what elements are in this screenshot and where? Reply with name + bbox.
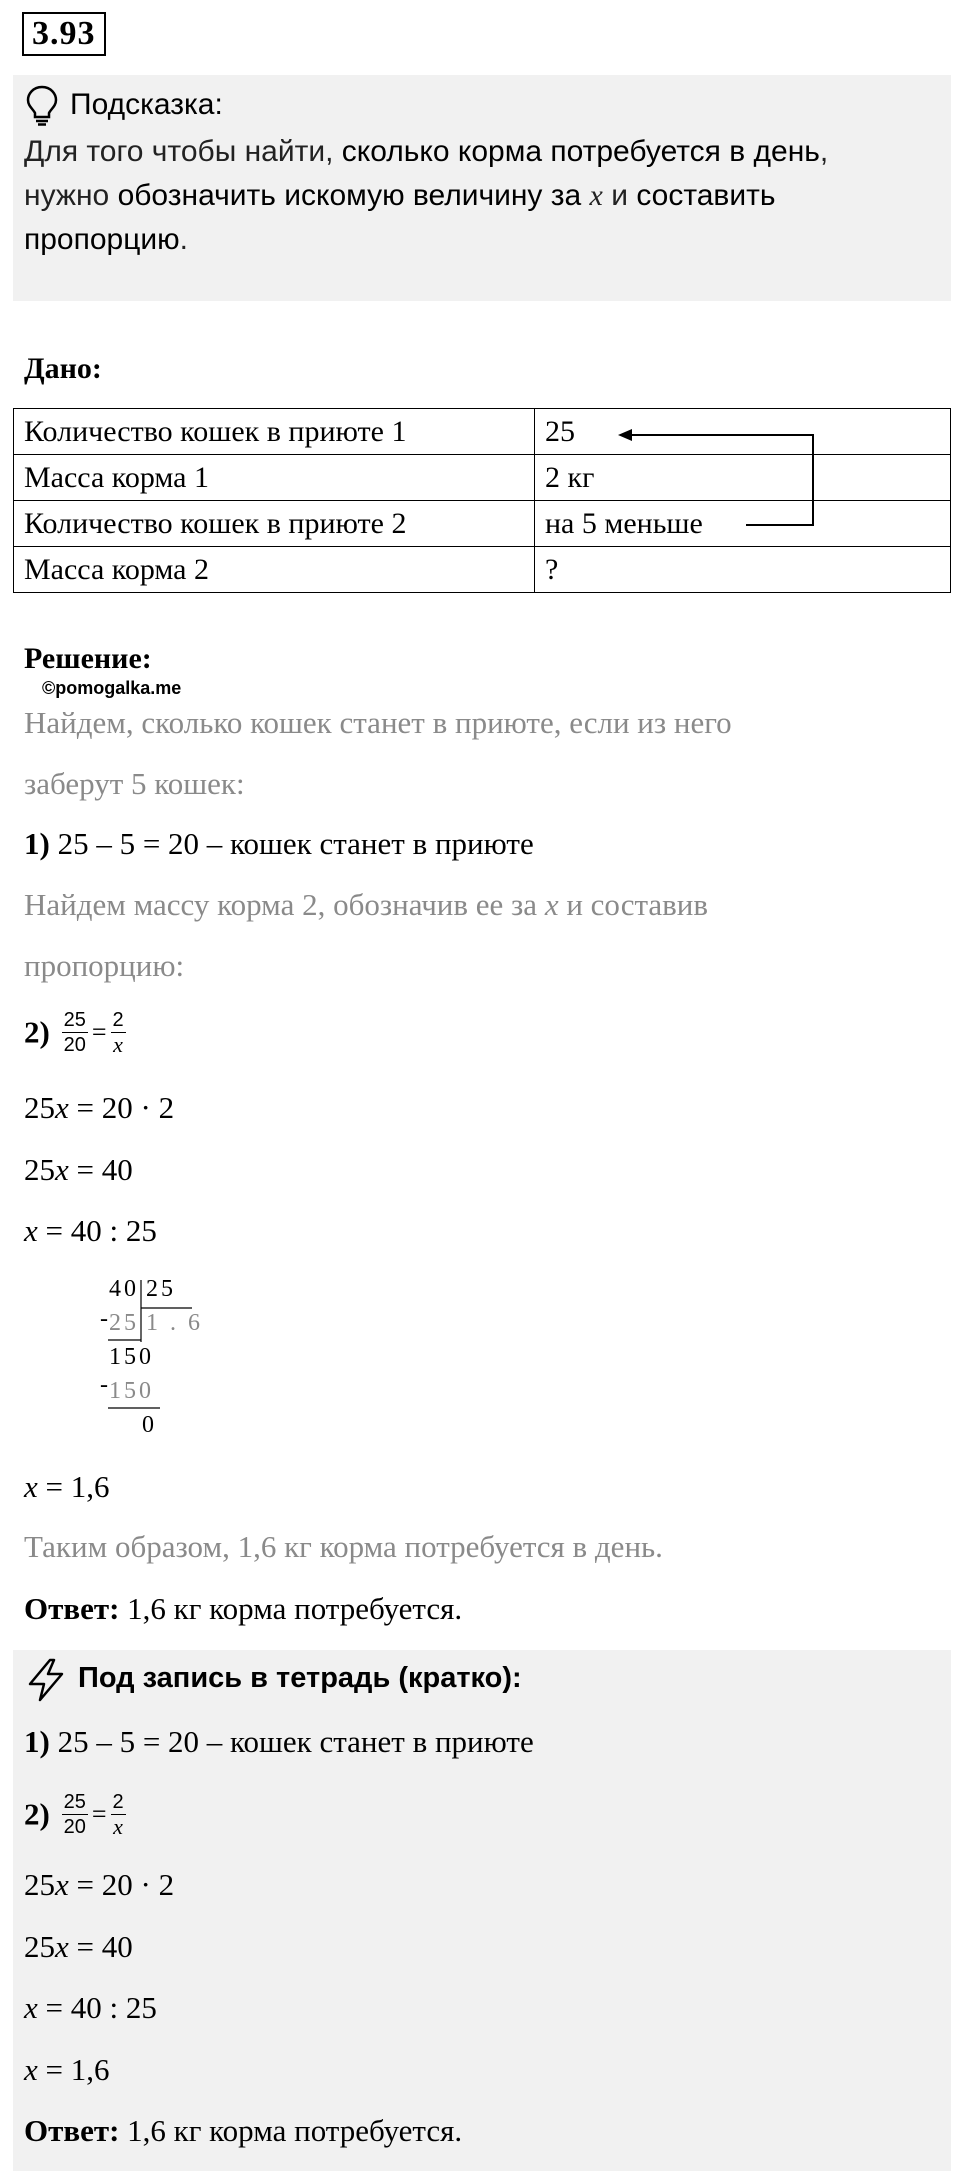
notebook-title: Под запись в тетрадь (кратко): — [78, 1662, 522, 1694]
notebook-equation-1: 25x = 20 · 2 — [24, 1867, 175, 1902]
reference-arrow-icon — [610, 420, 830, 540]
table-cell-value: на 5 меньше — [535, 501, 951, 547]
fraction: $\frac{2}{x}$ — [112, 1791, 124, 1839]
fraction: $\frac{25}{20}$ — [63, 1791, 86, 1838]
equation-1: 25x = 20 · 2 — [24, 1090, 175, 1125]
hint-variable: x — [589, 179, 603, 212]
table-row — [14, 547, 951, 593]
watermark: ©pomogalka.me — [42, 678, 182, 698]
fraction: $\frac{25}{20}$ — [63, 1009, 86, 1056]
notebook-equation-2: 25x = 40 — [24, 1929, 133, 1964]
table-cell-label: Масса корма 1 — [14, 455, 535, 501]
table-cell-value: 2 кг — [535, 455, 951, 501]
answer: Ответ: 1,6 кг корма потребуется. — [24, 1591, 463, 1626]
explain-1b: заберут 5 кошек: — [24, 766, 245, 801]
long-division: 40 25 - 25 1 . 6 150 - 150 0 — [100, 1276, 203, 1438]
equation-4: x = 1,6 — [24, 1469, 110, 1504]
notebook-equation-4: x = 1,6 — [24, 2052, 110, 2087]
explain-1a: Найдем, сколько кошек станет в приюте, если из него — [24, 705, 732, 740]
notebook-step-2: 2) $\frac{25}{20}$ = $\frac{2}{x}$ — [24, 1791, 124, 1839]
explain-2a: Найдем массу корма 2, обозначив ее за x и составив — [24, 887, 709, 922]
lightning-icon — [26, 1658, 66, 1702]
equation-3: x = 40 : 25 — [24, 1213, 157, 1248]
hint-title: Подсказка: — [70, 88, 223, 121]
table-cell-label: Масса корма 2 — [14, 547, 535, 593]
table-cell-value: ? — [535, 547, 951, 593]
step-2: 2) $\frac{25}{20}$ = $\frac{2}{x}$ — [24, 1009, 124, 1057]
step-1: 1) 25 – 5 = 20 – кошек станет в приюте — [24, 826, 534, 861]
explain-2b: пропорцию: — [24, 948, 185, 983]
given-title: Дано: — [24, 352, 102, 385]
table-cell-value: 25 — [535, 409, 951, 455]
notebook-step-1: 1) 25 – 5 = 20 – кошек станет в приюте — [24, 1724, 534, 1759]
notebook-answer: Ответ: 1,6 кг корма потребуется. — [24, 2113, 463, 2148]
equation-2: 25x = 40 — [24, 1152, 133, 1187]
table-cell-label: Количество кошек в приюте 1 — [14, 409, 535, 455]
conclusion: Таким образом, 1,6 кг корма потребуется в день. — [24, 1529, 663, 1564]
hint-text: Для того чтобы найти, сколько корма потребуется в день, нужно обозначить искомую величину за x и составить пропорцию. — [24, 135, 829, 256]
task-number: 3.93 — [22, 12, 106, 56]
fraction: $\frac{2}{x}$ — [112, 1009, 124, 1057]
lightbulb-icon — [24, 84, 60, 126]
notebook-equation-3: x = 40 : 25 — [24, 1990, 157, 2025]
table-cell-label: Количество кошек в приюте 2 — [14, 501, 535, 547]
solution-title: Решение: — [24, 642, 152, 675]
